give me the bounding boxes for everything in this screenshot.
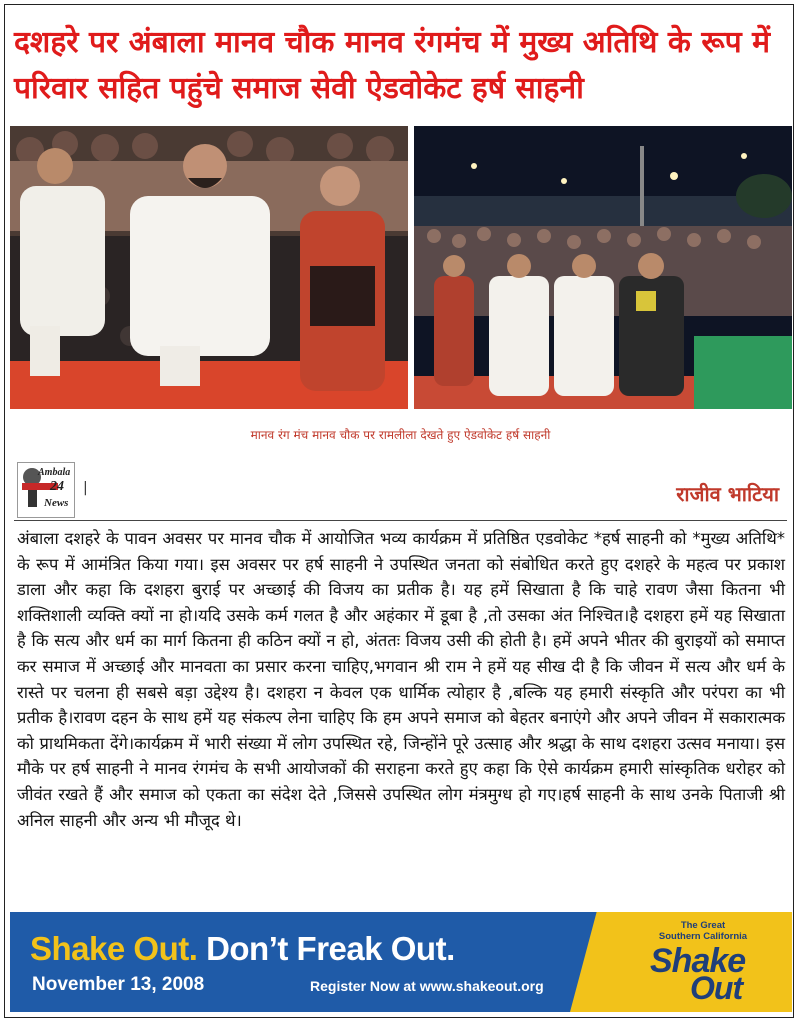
article-body: अंबाला दशहरे के पावन अवसर पर मानव चौक में आयोजित भव्य कार्यक्रम में प्रतिष्ठित एडवोकेट *हर्ष साहनी को *मुख्य अतिथि* के रूप में आमंत्रित किया गया। इस अवसर पर हर्ष साहनी ने उपस्थित जनता को संबोधित करते हुए दशहरे के महत्व पर प्रकाश डाला और कहा कि दशहरा बुराई पर अच्छाई की विजय का प्रतीक है। यह हमें सिखाता है कि चाहे रावण जैसा कितना भी शक्तिशाली व्यक्ति क्यों ना हो।यदि उसके कर्म गलत है और अहंकार में डूबा है ,तो उसका अंत निश्चित।है दशहरा हमें यह सिखाता है कि सत्य और धर्म का मार्ग कितना ही कठिन क्यों न हो, अंततः विजय उसी की होती है। हमें अपने भीतर की बुराइयों को समाप्त कर समाज में अच्छाई और मानवता का प्रसार करना चाहिए,भगवान श्री राम ने हमें यह सीख दी है कि जीवन में सत्य और धर्म के रास्ते पर चलना ही सबसे बड़ा उद्देश्य है। दशहरा न केवल एक धार्मिक त्योहार है ,बल्कि यह हमारी संस्कृति और परंपरा का भी प्रतीक है।रावण दहन के साथ हमें यह संकल्प लेना चाहिए कि हम अपने समाज को बेहतर बनाएंगे और अपने जीवन में सकारात्मक को प्राथमिकता देंगे।कार्यक्रम में भारी संख्या में लोग उपस्थित रहे, जिन्होंने पूरे उत्साह और श्रद्धा के साथ दशहरा उत्सव मनाया। इस मौके पर हर्ष साहनी ने मानव रंगमंच के सभी आयोजकों की सराहना करते हुए कहा कि ऐसे कार्यक्रम हमारी सांस्कृतिक धरोहर को जीवंत रखते हैं और समाज को एकता का संदेश देते ,जिससे उपस्थित लोग मंत्रमुग्ध हो गए।हर्ष साहनी के साथ उनके पिताजी श्री अनिल साहनी और अन्य भी मौजूद थे। [17,529,785,830]
ad-headline [30,930,455,968]
headline: दशहरे पर अंबाला मानव चौक मानव रंगमंच में मुख्य अतिथि के रूप में परिवार सहित पहुंचे समाज सेवी ऐडवोकेट हर्ष साहनी [14,25,771,106]
ad-brand-shake: Shake [650,942,746,980]
photo-right-illustration [414,126,792,409]
logo-line1: Ambala [38,467,71,478]
photo-right [414,126,792,409]
photo-caption: मानव रंग मंच मानव चौक पर रामलीला देखते हुए ऐडवोकेट हर्ष साहनी [250,428,551,442]
ad-register-link[interactable]: Register Now at www.shakeout.org [310,978,544,994]
ad-brand-out: Out [690,970,743,1006]
byline-separator: | [83,480,88,496]
photo-left-illustration [10,126,408,409]
ambala24-news-logo [17,462,75,518]
ad-brand-top-1: The Great [680,920,726,931]
logo-line3: News [44,497,69,509]
ad-date: November 13, 2008 [32,974,205,995]
ad-brand-tagline [618,920,788,942]
photo-left [10,126,408,409]
divider [14,520,787,521]
ad-headline-part2: Don’t Freak Out. [206,930,455,967]
ad-brand-top-2: Southern California [658,931,748,942]
shakeout-ad-banner[interactable] [10,912,792,1012]
author-byline: राजीव भाटिया [676,482,779,506]
logo-line2: 24 [50,479,64,494]
ad-headline-part1: Shake Out. [30,930,198,967]
